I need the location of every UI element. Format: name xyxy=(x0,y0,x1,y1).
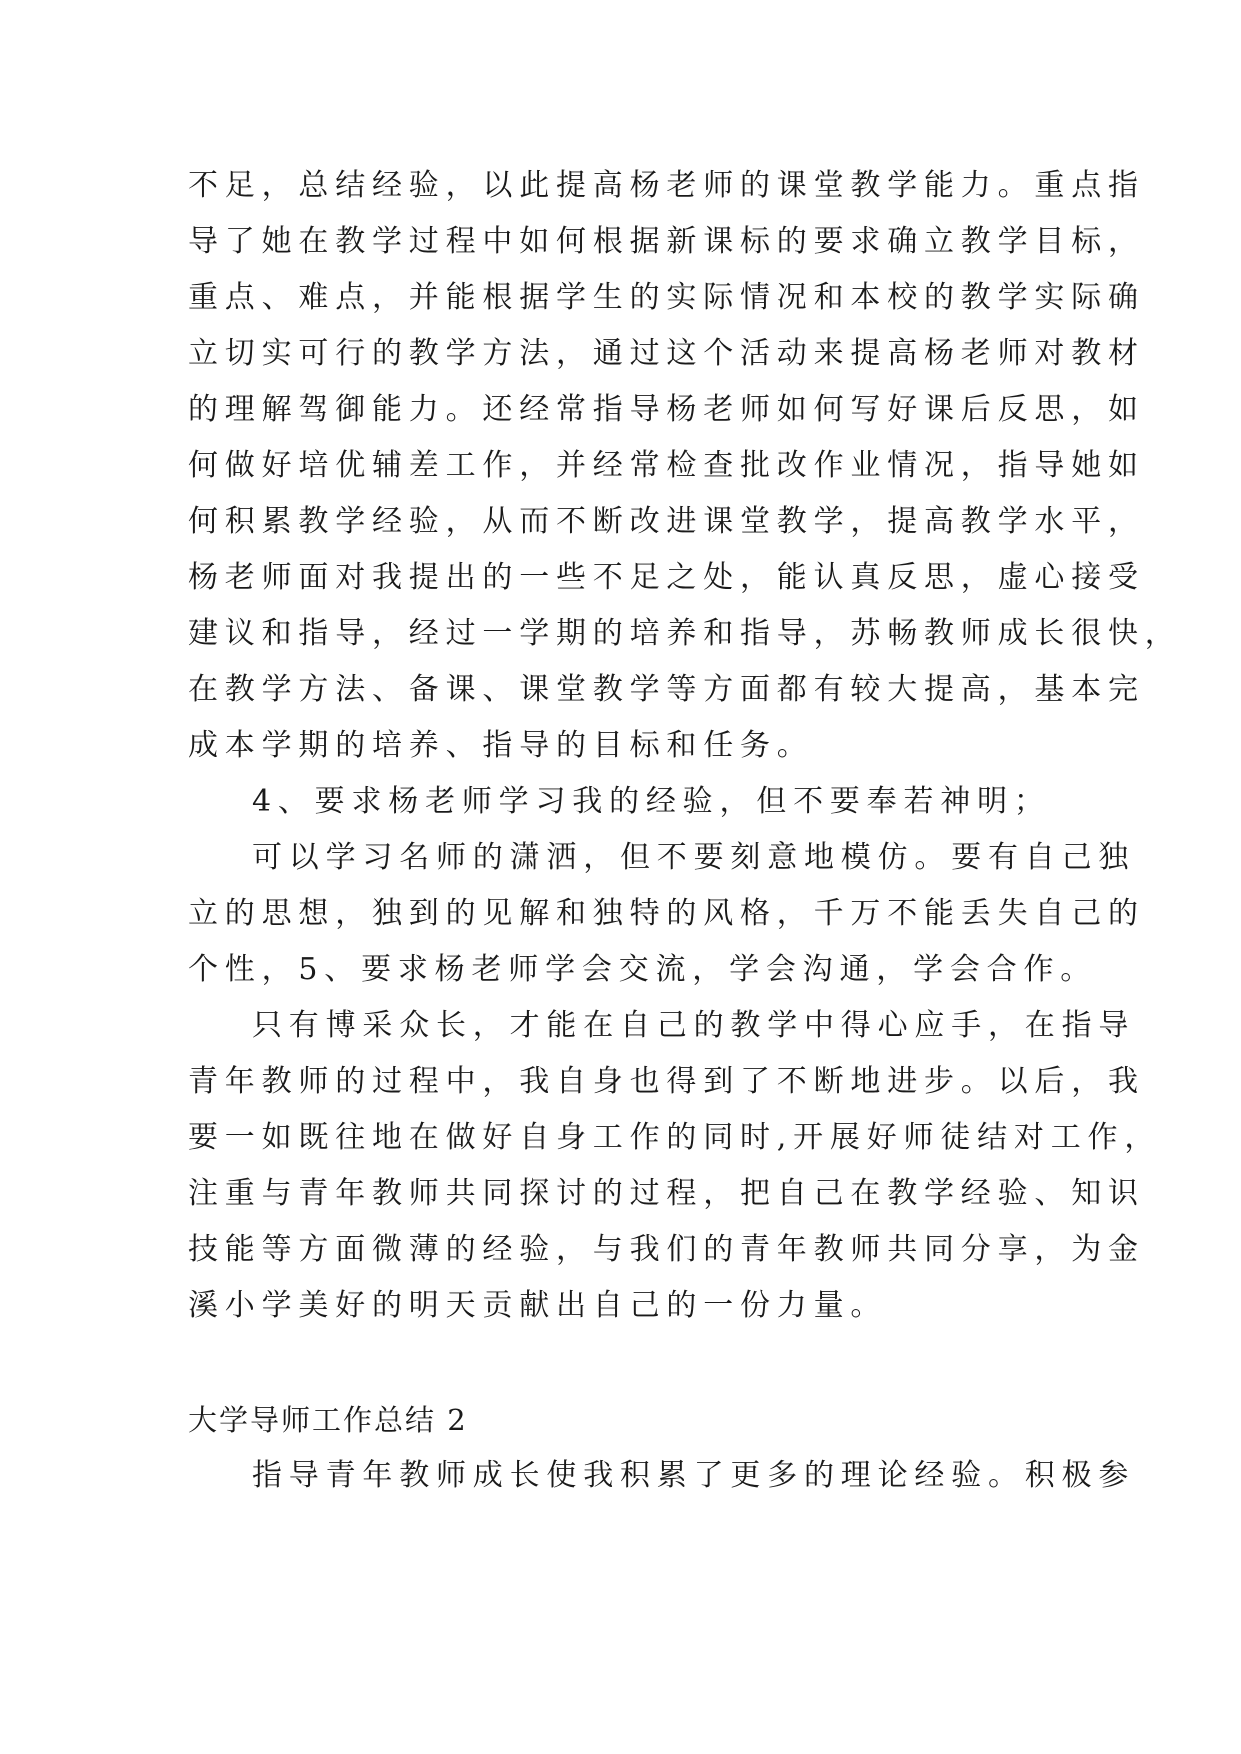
text-line: 建议和指导，经过一学期的培养和指导，苏畅教师成长很快， xyxy=(188,616,1182,651)
paragraph xyxy=(188,158,1182,774)
paragraph xyxy=(188,774,1058,830)
document-page xyxy=(188,158,1182,1504)
paragraph xyxy=(188,998,1162,1334)
text-line: 立切实可行的教学方法，通过这个活动来提高杨老师对教材 xyxy=(188,336,1145,371)
text-line: 指导青年教师成长使我积累了更多的理论经验。积极参 xyxy=(252,1458,1136,1493)
text-line: 不足，总结经验，以此提高杨老师的课堂教学能力。重点指 xyxy=(188,168,1145,203)
text-line: 要一如既往地在做好自身工作的同时,开展好师徒结对工作， xyxy=(188,1120,1162,1155)
section-heading: 大学导师工作总结 2 xyxy=(188,1403,468,1437)
text-line: 个性，5、要求杨老师学会交流，学会沟通，学会合作。 xyxy=(188,952,1098,987)
text-line: 只有博采众长，才能在自己的教学中得心应手，在指导 xyxy=(252,1008,1136,1043)
text-line: 何做好培优辅差工作，并经常检查批改作业情况，指导她如 xyxy=(188,448,1145,483)
text-line: 溪小学美好的明天贡献出自己的一份力量。 xyxy=(188,1288,888,1323)
text-line: 何积累教学经验，从而不断改进课堂教学，提高教学水平， xyxy=(188,504,1145,539)
paragraph xyxy=(188,1448,1136,1504)
text-line: 在教学方法、备课、课堂教学等方面都有较大提高，基本完 xyxy=(188,672,1145,707)
text-line: 技能等方面微薄的经验，与我们的青年教师共同分享，为金 xyxy=(188,1232,1145,1267)
text-line: 的理解驾御能力。还经常指导杨老师如何写好课后反思，如 xyxy=(188,392,1145,427)
text-line: 青年教师的过程中，我自身也得到了不断地进步。以后，我 xyxy=(188,1064,1145,1099)
text-line: 注重与青年教师共同探讨的过程，把自己在教学经验、知识 xyxy=(188,1176,1145,1211)
text-line: 导了她在教学过程中如何根据新课标的要求确立教学目标， xyxy=(188,224,1145,259)
text-line: 可以学习名师的潇洒，但不要刻意地模仿。要有自己独 xyxy=(252,840,1136,875)
paragraph xyxy=(188,830,1145,998)
text-line: 4、要求杨老师学习我的经验，但不要奉若神明； xyxy=(252,784,1051,819)
text-line: 成本学期的培养、指导的目标和任务。 xyxy=(188,728,814,763)
text-line: 重点、难点，并能根据学生的实际情况和本校的教学实际确 xyxy=(188,280,1145,315)
text-line: 杨老师面对我提出的一些不足之处，能认真反思，虚心接受 xyxy=(188,560,1145,595)
text-line: 立的思想，独到的见解和独特的风格，千万不能丢失自己的 xyxy=(188,896,1145,931)
